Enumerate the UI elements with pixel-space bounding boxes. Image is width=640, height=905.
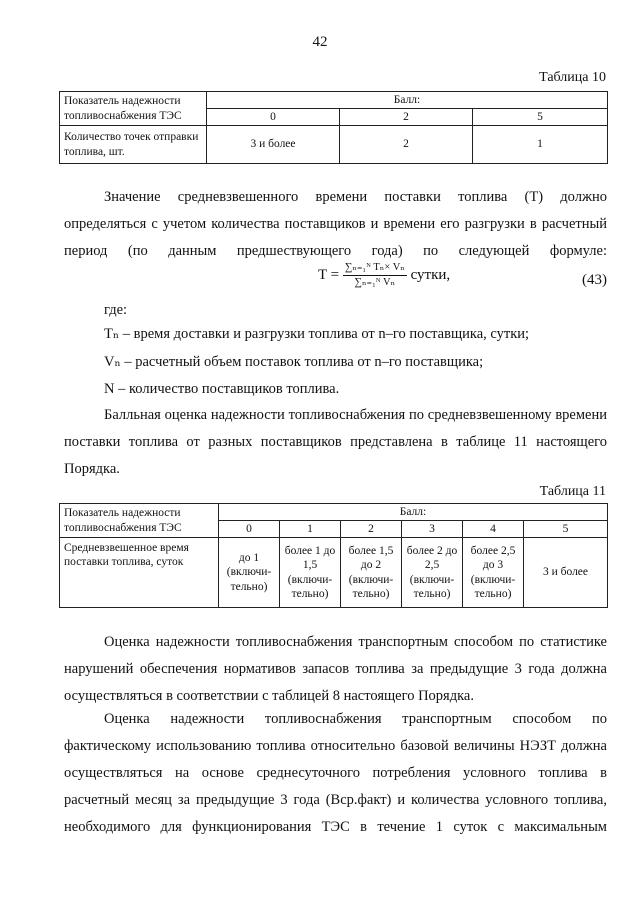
- definition-n: N – количество поставщиков топлива.: [104, 381, 340, 397]
- paragraph-3: Оценка надежности топливоснабжения транспортным способом по статистике нарушений обеспечения нормативов запасов топлива за предыдущие 3 года должна осуществляться в соответствии с таблицей 8 настоящего Порядка.: [64, 634, 607, 704]
- paragraph-1: Значение средневзвешенного времени поставки топлива (Т) должно определяться с учетом количества поставщиков и времени его разгрузки в расчетный период (по данным предшествующего года) по следующей формуле:: [64, 189, 607, 259]
- table-11-cell: до 1 (включи-тельно): [219, 538, 280, 608]
- table-10-cell: 3 и более: [207, 126, 340, 164]
- table-10-score-2: 2: [340, 109, 473, 126]
- table-11-cell: более 1,5 до 2 (включи-тельно): [341, 538, 402, 608]
- table-11-header-label: Показатель надежности топливоснабжения ТЭС: [60, 504, 219, 538]
- table-11-cell: более 2,5 до 3 (включи-тельно): [463, 538, 524, 608]
- table-10-header-label: Показатель надежности топливоснабжения ТЭС: [60, 92, 207, 126]
- table-11-score: 3: [402, 521, 463, 538]
- table-10: [59, 91, 608, 164]
- table-11-score: 2: [341, 521, 402, 538]
- formula-numerator: ∑ₙ₌₁ᴺ Tₙ× Vₙ: [343, 262, 407, 276]
- table-11-score: 5: [524, 521, 608, 538]
- formula-fraction: [343, 262, 407, 289]
- page-number: 42: [312, 34, 328, 50]
- table-10-cell: 2: [340, 126, 473, 164]
- definition-vn: Vₙ – расчетный объем поставок топлива от n–го поставщика;: [104, 354, 484, 370]
- table-11-score: 4: [463, 521, 524, 538]
- table-10-row-label: Количество точек отправки топлива, шт.: [60, 126, 207, 164]
- table-11-caption: Таблица 11: [539, 484, 606, 499]
- table-11-score: 0: [219, 521, 280, 538]
- formula-number: (43): [582, 272, 607, 288]
- formula-lhs: T =: [318, 266, 340, 283]
- table-11-cell: более 2 до 2,5 (включи-тельно): [402, 538, 463, 608]
- paragraph-4: Оценка надежности топливоснабжения транспортным способом по фактическому использованию топлива относительно базовой величины НЭЗТ должна осуществляться на основе среднесуточного потребления условного топлива в расчетный месяц за предыдущие 3 года (Bср.факт) и количества условного топлива, необходимого для функционирования ТЭС в течение 1 суток с максимальным: [64, 711, 607, 835]
- where-label: где:: [104, 302, 128, 318]
- definition-tn: Tₙ – время доставки и разгрузки топлива от n–го поставщика, сутки;: [104, 326, 530, 342]
- table-11: [59, 503, 608, 608]
- table-10-score-header: Балл:: [207, 92, 608, 109]
- paragraph-2: Балльная оценка надежности топливоснабжения по средневзвешенному времени поставки топлива от разных поставщиков представлена в таблице 11 настоящего Порядка.: [64, 407, 607, 477]
- formula-denominator: ∑ₙ₌₁ᴺ Vₙ: [354, 277, 396, 288]
- formula-unit: сутки,: [410, 266, 451, 283]
- table-11-cell: более 1 до 1,5 (включи-тельно): [280, 538, 341, 608]
- table-10-cell: 1: [473, 126, 608, 164]
- table-10-score-5: 5: [473, 109, 608, 126]
- table-11-score: 1: [280, 521, 341, 538]
- table-11-score-header: Балл:: [219, 504, 608, 521]
- table-10-score-0: 0: [207, 109, 340, 126]
- table-11-row-label: Средневзвешенное время поставки топлива, суток: [60, 538, 219, 608]
- table-10-caption: Таблица 10: [539, 70, 606, 85]
- table-11-cell: 3 и более: [524, 538, 608, 608]
- formula: [318, 262, 450, 289]
